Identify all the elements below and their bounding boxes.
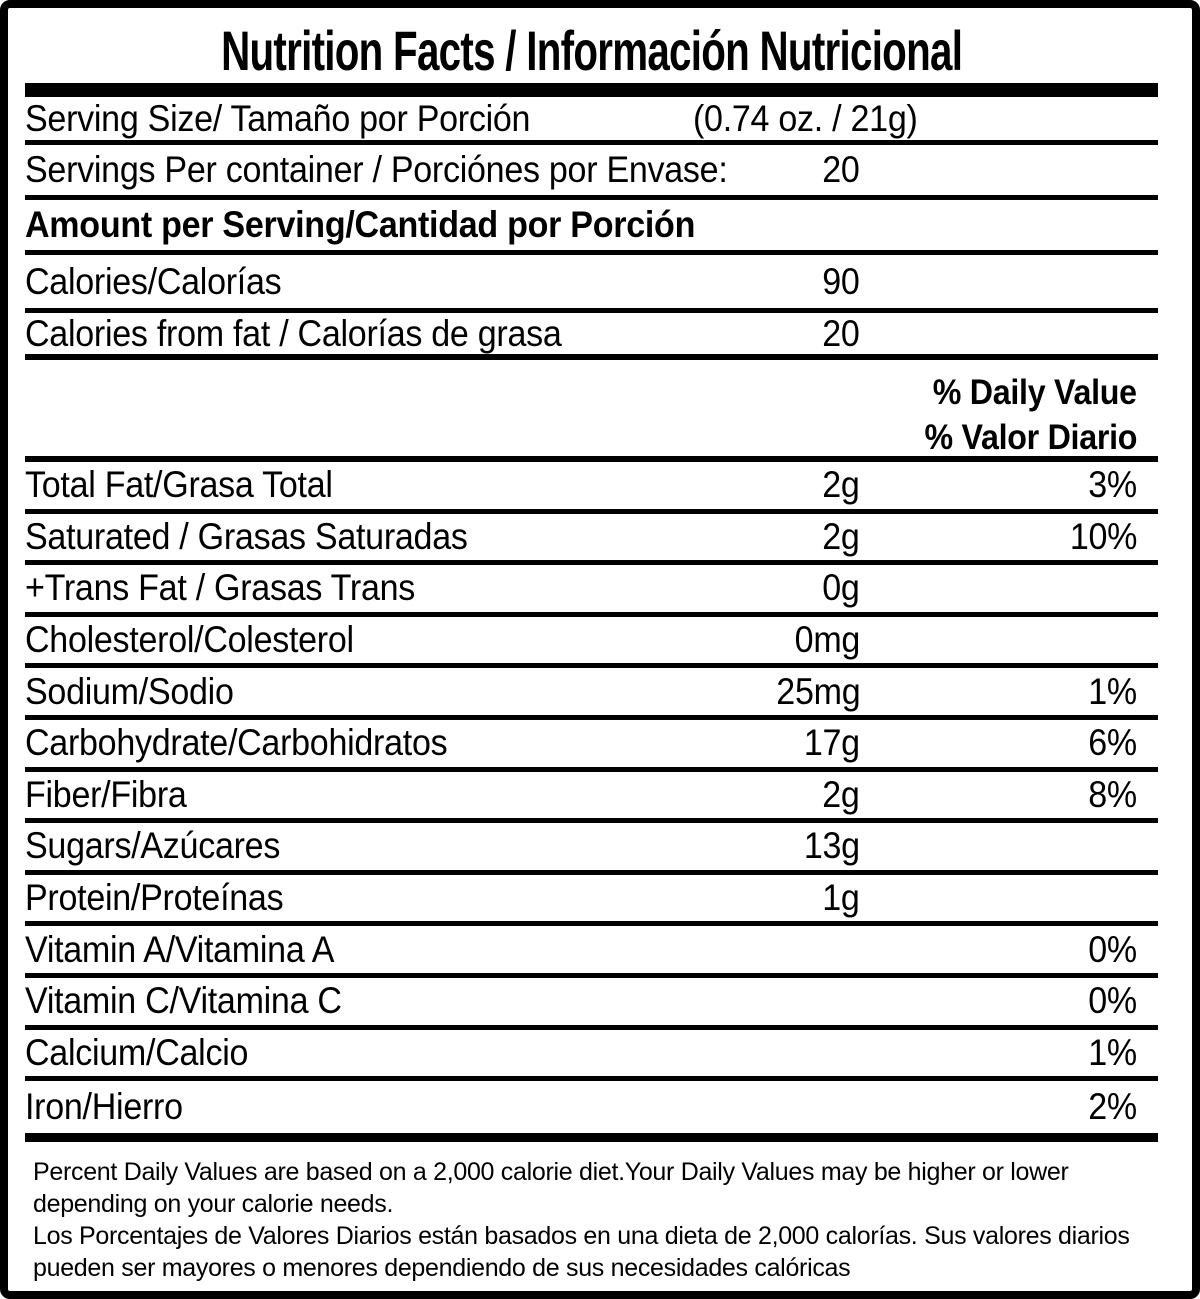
nutrient-amount: 13g [804, 825, 860, 867]
nutrient-amount: 25mg [775, 670, 860, 712]
calories-row [25, 255, 1158, 313]
nutrient-row-total-fat [25, 462, 1158, 514]
servings-per-container-label: Servings Per container / Porciónes por Envase: [25, 149, 728, 190]
nutrient-dv: 0% [1088, 928, 1137, 970]
nutrient-row-protein [25, 875, 1158, 927]
nutrient-row-saturated-fat [25, 514, 1158, 566]
nutrient-dv [860, 877, 1158, 919]
label-title: Nutrition Facts / Información Nutricional [220, 19, 963, 82]
nutrient-label: Sugars/Azúcares [25, 825, 281, 867]
daily-value-header-en: % Daily Value [932, 373, 1137, 412]
footnote [25, 1142, 1158, 1284]
nutrient-amount: 0mg [794, 619, 860, 661]
calories-from-fat-row [25, 313, 1158, 360]
nutrient-label: Sodium/Sodio [25, 670, 234, 712]
nutrient-row-vitamin-a [25, 926, 1158, 978]
nutrient-row-fiber [25, 772, 1158, 824]
footnote-es: Los Porcentajes de Valores Diarios están basados en una dieta de 2,000 calorías. Sus valores diarios pueden ser mayores o menores dependiendo de sus necesidades calóricas [33, 1221, 1130, 1282]
nutrient-row-trans-fat [25, 565, 1158, 617]
serving-size-label: Serving Size/ Tamaño por Porción [25, 97, 531, 139]
nutrient-dv [860, 825, 1158, 867]
title-divider-bar [25, 83, 1158, 97]
nutrient-dv: 1% [1088, 670, 1137, 712]
nutrient-label: Calcium/Calcio [25, 1031, 249, 1073]
nutrient-amount: 0g [822, 567, 860, 609]
nutrient-dv [860, 619, 1158, 661]
nutrient-amount [615, 1086, 860, 1128]
calories-from-fat-value: 20 [822, 312, 860, 354]
calories-value: 90 [822, 260, 860, 302]
amount-per-serving-header: Amount per Serving/Cantidad por Porción [25, 204, 696, 245]
nutrient-row-calcium [25, 1030, 1158, 1082]
nutrient-dv: 0% [1088, 980, 1137, 1022]
nutrient-label: Carbohydrate/Carbohidratos [25, 722, 448, 764]
amount-per-serving-header-row [25, 200, 1158, 255]
nutrient-row-sugars [25, 823, 1158, 875]
nutrient-label: Iron/Hierro [25, 1085, 183, 1127]
nutrient-amount: 2g [822, 515, 860, 557]
nutrient-dv: 1% [1088, 1031, 1137, 1073]
daily-value-header-es: % Valor Diario [924, 418, 1137, 457]
calories-from-fat-label: Calories from fat / Calorías de grasa [25, 312, 562, 354]
nutrient-label: Cholesterol/Colesterol [25, 619, 354, 661]
nutrient-label: Protein/Proteínas [25, 877, 284, 919]
nutrient-label: Vitamin A/Vitamina A [25, 928, 335, 970]
calories-label: Calories/Calorías [25, 260, 282, 302]
nutrient-label: Saturated / Grasas Saturadas [25, 515, 468, 557]
nutrient-row-iron [25, 1081, 1158, 1133]
nutrient-dv: 6% [1088, 722, 1137, 764]
nutrient-dv [860, 567, 1158, 609]
footnote-divider-bar [25, 1133, 1158, 1142]
nutrient-label: +Trans Fat / Grasas Trans [25, 567, 416, 609]
nutrient-label: Total Fat/Grasa Total [25, 464, 333, 506]
footnote-en: Percent Daily Values are based on a 2,000 calorie diet.Your Daily Values may be higher or lower depending on your calorie needs. [33, 1157, 1069, 1218]
nutrient-label: Vitamin C/Vitamina C [25, 980, 342, 1022]
nutrient-dv: 10% [1069, 515, 1137, 557]
serving-size-value: (0.74 oz. / 21g) [693, 97, 918, 139]
nutrient-amount: 17g [804, 722, 860, 764]
nutrient-dv: 8% [1088, 773, 1137, 815]
nutrient-label: Fiber/Fibra [25, 773, 187, 815]
nutrient-dv: 3% [1088, 464, 1137, 506]
label-title-row [25, 8, 1158, 83]
daily-value-header [25, 360, 1158, 462]
nutrient-amount [615, 929, 860, 971]
nutrient-amount [615, 980, 860, 1022]
serving-size-row [25, 97, 1158, 145]
nutrient-amount: 2g [822, 773, 860, 815]
nutrient-row-sodium [25, 668, 1158, 720]
nutrient-row-vitamin-c [25, 978, 1158, 1030]
nutrient-row-cholesterol [25, 617, 1158, 669]
nutrient-amount: 1g [822, 877, 860, 919]
nutrient-amount: 2g [822, 464, 860, 506]
nutrient-amount [615, 1032, 860, 1074]
servings-per-container-value: 20 [822, 149, 860, 190]
servings-per-container-row [25, 145, 1158, 200]
nutrient-row-carbohydrate [25, 720, 1158, 772]
nutrient-dv: 2% [1088, 1085, 1137, 1127]
